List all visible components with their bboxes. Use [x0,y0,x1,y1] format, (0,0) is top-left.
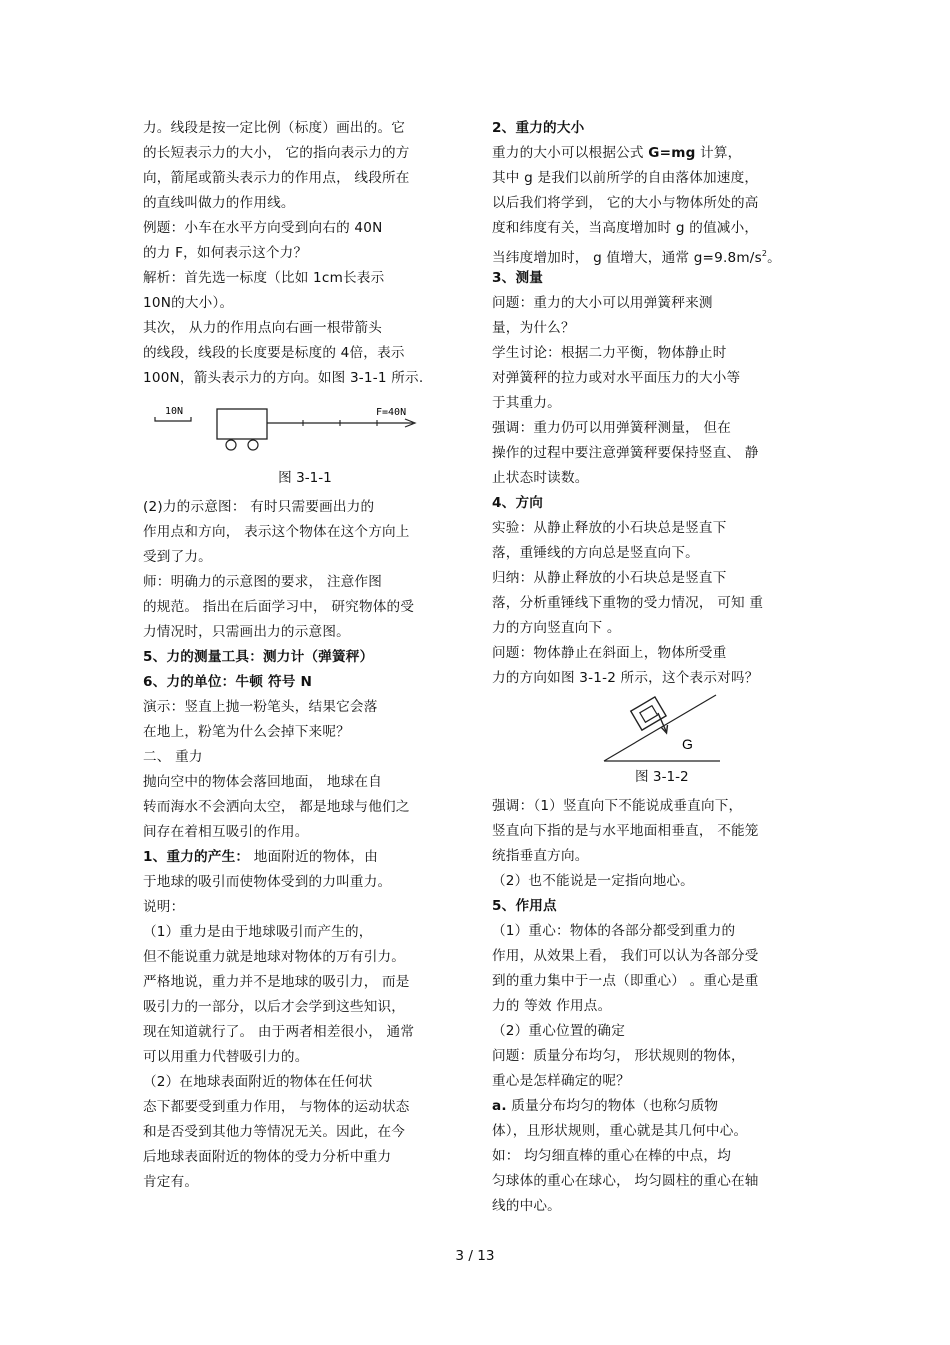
text-line: 在地上，粉笔为什么会掉下来呢？ [143,724,350,740]
left-block4 [143,870,455,1195]
text-line: 100N，箭头表示力的方向。如图 3-1-1 所示. [143,370,424,386]
text-line: 如： 均匀细直棒的重心在棒的中点，均 [492,1148,732,1164]
text-line: 现在知道就行了。 由于两者相差很小， 通常 [143,1024,415,1040]
text-line: 态下都要受到重力作用， 与物体的运动状态 [143,1099,410,1115]
text-line: 力的方向竖直向下 。 [492,620,621,636]
left-block3 [143,695,455,845]
figure-caption: 图 3-1-2 [635,769,689,785]
text-line: 落，重锤线的方向总是竖直向下。 [492,545,699,561]
text-line: （2）在地球表面附近的物体在任何状 [143,1074,373,1090]
g-value-line [492,241,810,266]
left-block2 [143,495,455,645]
text-line: 其中 g 是我们以前所学的自由落体加速度， [492,170,759,186]
text-line: 力的 等效 作用点。 [492,998,612,1014]
text-line: 的线段，线段的长度要是标度的 4倍，表示 [143,345,405,361]
text-line: 说明： [143,899,185,915]
text-line: 的长短表示力的大小， 它的指向表示力的方 [143,145,410,161]
text-line: 实验：从静止释放的小石块总是竖直下 [492,520,727,536]
formula-line [492,141,810,166]
right-block1 [492,166,810,241]
cart-wheel [248,440,258,450]
text-line: 的力 F，如何表示这个力？ [143,245,308,261]
text-line: 体），且形状规则，重心就是其几何中心。 [492,1123,748,1139]
text-line: 强调：（1）竖直向下不能说成垂直向下， [492,798,743,814]
figure-3-1-2 [492,691,810,765]
text-line: 解析：首先选一标度（比如 1cm长表示 [143,270,385,286]
heading-4: 4、方向 [492,495,544,511]
text-line: 其次， 从力的作用点向右画一根带箭头 [143,320,383,336]
text-line: 师：明确力的示意图的要求， 注意作图 [143,574,383,590]
text-line: 力。线段是按一定比例（标度）画出的。它 [143,120,406,136]
text-line: （2）重心位置的确定 [492,1023,625,1039]
text-line: 后地球表面附近的物体的受力分析中重力 [143,1149,392,1165]
text-line: 量，为什么？ [492,320,575,336]
text-line: 作用，从效果上看， 我们可以认为各部分受 [492,948,759,964]
text-line: 学生讨论：根据二力平衡，物体静止时 [492,345,727,361]
heading-3: 3、测量 [492,270,544,286]
text-line: 向，箭尾或箭头表示力的作用点， 线段所在 [143,170,410,186]
heading-5: 5、作用点 [492,898,557,914]
text-line: 统指垂直方向。 [492,848,589,864]
text-line: (2)力的示意图： 有时只需要画出力的 [143,499,375,515]
cart-body [217,409,267,439]
item-a-text: 质量分布均匀的物体（也称匀质物 [506,1098,719,1114]
text-line: 受到了力。 [143,549,212,565]
text-line: 吸引力的一部分，以后才会学到这些知识， [143,999,406,1015]
right-block5 [492,919,810,1094]
text-line: 对弹簧秤的拉力或对水平面压力的大小等 [492,370,741,386]
item-1-line [143,845,455,870]
text-line: 可以用重力代替吸引力的。 [143,1049,309,1065]
cart-force-diagram [143,391,455,466]
cart-wheel [226,440,236,450]
text-line: 肯定有。 [143,1174,199,1190]
text-line: 演示：竖直上抛一粉笔头，结果它会落 [143,699,378,715]
item-a-line [492,1094,810,1119]
text-line: （2）也不能说是一定指向地心。 [492,873,694,889]
text-line: 重心是怎样确定的呢？ [492,1073,630,1089]
figure-caption: 图 3-1-1 [278,470,332,486]
scale-bar [155,417,191,421]
formula: G=mg [648,145,696,161]
text-line: 力情况时，只需画出力的示意图。 [143,624,350,640]
g-value-text: 当纬度增加时， g 值增大，通常 g=9.8m/s [492,250,762,266]
text-line: 止状态时读数。 [492,470,589,486]
text-line: 10N的大小）。 [143,295,234,311]
text-line: （1）重心：物体的各部分都受到重力的 [492,923,736,939]
page-number: 3 / 13 [455,1248,495,1264]
force-label: F=40N [376,407,407,418]
incline-diagram [492,691,810,765]
exponent: 2 [761,249,768,258]
text-line: 到的重力集中于一点（即重心） 。重心是重 [492,973,759,989]
gravity-label: G [682,736,693,752]
section-heading: 二、 重力 [143,749,203,765]
text-line: 转而海水不会洒向太空， 都是地球与他们之 [143,799,410,815]
item-6-line [143,670,455,695]
item-1-text: 地面附近的物体，由 [249,849,378,865]
text-line: 的规范。 指出在后面学习中， 研究物体的受 [143,599,415,615]
left-block1 [143,116,455,391]
text-line: 强调：重力仍可以用弹簧秤测量， 但在 [492,420,732,436]
text-line: 问题：重力的大小可以用弹簧秤来测 [492,295,713,311]
text-line: 度和纬度有关，当高度增加时 g 的值减小， [492,220,759,236]
text-line: 线的中心。 [492,1198,561,1214]
text-line: （1）重力是由于地球吸引而产生的， [143,924,373,940]
right-block4 [492,794,810,894]
text-line: 问题：物体静止在斜面上，物体所受重 [492,645,727,661]
right-block2 [492,291,810,491]
g-value-end: 。 [767,250,781,266]
item-1-heading: 1、重力的产生： [143,849,250,865]
item-5-line: 5、力的测量工具：测力计（弹簧秤） [143,649,374,665]
formula-suffix: 计算， [695,145,742,161]
text-line: 问题：质量分布均匀， 形状规则的物体， [492,1048,745,1064]
text-line: 以后我们将学到， 它的大小与物体所处的高 [492,195,759,211]
block [631,697,666,730]
text-line: 抛向空中的物体会落回地面， 地球在自 [143,774,383,790]
unit-symbol: N [300,674,313,690]
text-line: 间存在着相互吸引的作用。 [143,824,309,840]
right-column [492,116,810,1219]
text-line: 和是否受到其他力等情况无关。因此，在今 [143,1124,406,1140]
right-block6 [492,1119,810,1219]
text-line: 于地球的吸引而使物体受到的力叫重力。 [143,874,392,890]
heading-2: 2、重力的大小 [492,120,585,136]
text-line: 竖直向下指的是与水平地面相垂直， 不能笼 [492,823,759,839]
item-a-label: a. [492,1098,507,1114]
text-line: 操作的过程中要注意弹簧秤要保持竖直、 静 [492,445,759,461]
text-line: 但不能说重力就是地球对物体的万有引力。 [143,949,406,965]
text-line: 落，分析重锤线下重物的受力情况， 可知 重 [492,595,764,611]
text-line: 严格地说，重力并不是地球的吸引力， 而是 [143,974,410,990]
formula-prefix: 重力的大小可以根据公式 [492,145,649,161]
scale-label: 10N [165,406,184,417]
right-block3 [492,516,810,691]
text-line: 作用点和方向， 表示这个物体在这个方向上 [143,524,410,540]
item-6-text: 6、力的单位：牛顿 符号 [143,674,301,690]
figure-3-1-1 [143,391,455,466]
text-line: 归纳：从静止释放的小石块总是竖直下 [492,570,727,586]
left-column [143,116,455,1195]
text-line: 例题：小车在水平方向受到向右的 40N [143,220,383,236]
text-line: 的直线叫做力的作用线。 [143,195,295,211]
text-line: 匀球体的重心在球心， 均匀圆柱的重心在轴 [492,1173,759,1189]
text-line: 力的方向如图 3-1-2 所示，这个表示对吗？ [492,670,759,686]
text-line: 于其重力。 [492,395,561,411]
